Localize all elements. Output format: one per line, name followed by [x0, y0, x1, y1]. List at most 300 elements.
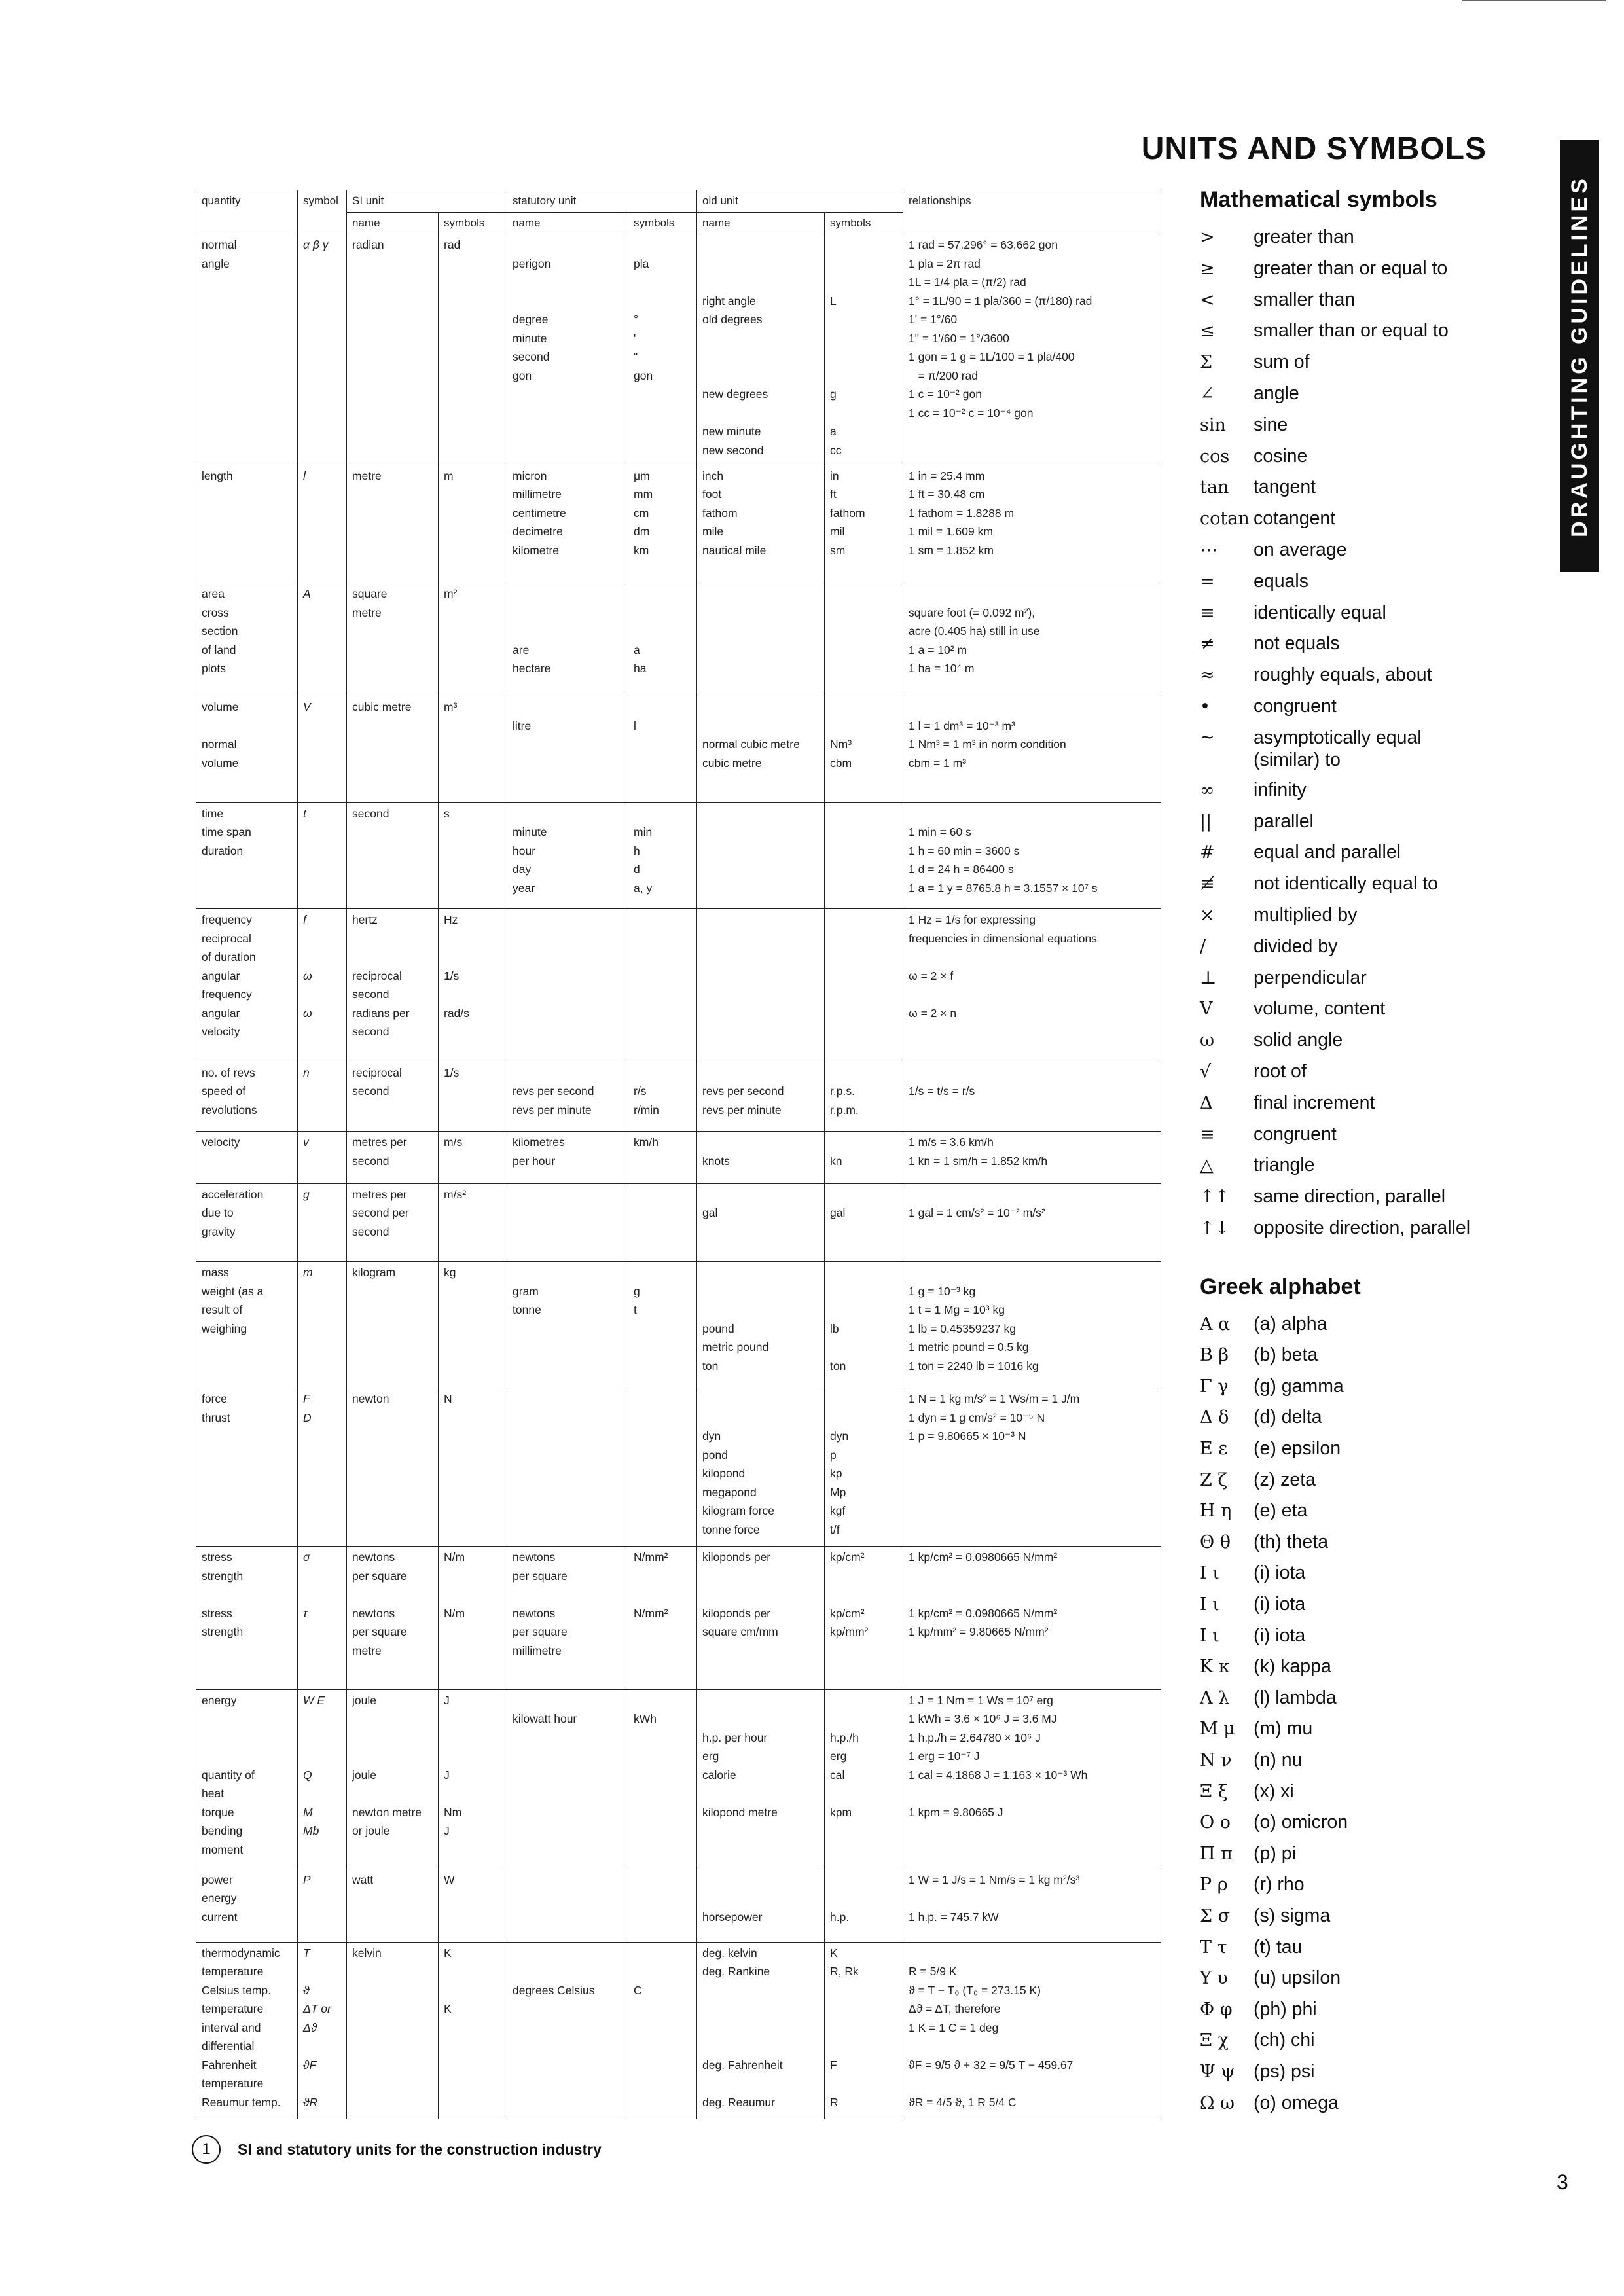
cell-si-unit-symbol: m³	[439, 696, 507, 803]
math-symbol-glyph: ≠	[1200, 634, 1215, 655]
cell-si-unit-symbol: s	[439, 802, 507, 909]
header-old-name: name	[697, 212, 825, 234]
table-body	[196, 234, 1161, 2119]
math-symbol-item	[1200, 378, 1494, 410]
cell-relationships: 1 m/s = 3.6 km/h 1 kn = 1 sm/h = 1.852 km/h	[903, 1132, 1161, 1183]
math-symbol-glyph: ≈	[1200, 665, 1215, 686]
cell-statutory-unit-symbol	[628, 1388, 697, 1547]
cell-quantity: power energy current	[196, 1869, 298, 1942]
greek-letter-item	[1200, 1558, 1494, 1589]
greek-letter-glyph: Τ τ	[1200, 1937, 1227, 1958]
greek-letter-name: (ps) psi	[1254, 2060, 1315, 2082]
greek-letter-name: (i) iota	[1254, 1594, 1306, 1615]
math-symbol-description: solid angle	[1254, 1030, 1343, 1051]
math-symbol-glyph: ⋯	[1200, 539, 1218, 560]
greek-letter-glyph: Ρ ρ	[1200, 1874, 1228, 1895]
cell-si-unit-symbol: J J Nm J	[439, 1689, 507, 1869]
math-symbol-description: equals	[1254, 570, 1308, 592]
cell-statutory-unit-name	[507, 1388, 628, 1547]
math-symbol-item	[1200, 1119, 1494, 1151]
math-symbol-glyph: <	[1200, 289, 1215, 310]
header-si-unit: SI unit	[347, 190, 507, 213]
greek-letter-item	[1200, 1371, 1494, 1403]
cell-old-unit-symbol: in ft fathom mil sm	[825, 465, 903, 583]
cell-si-unit-symbol: m²	[439, 583, 507, 696]
cell-symbol: F D	[298, 1388, 347, 1547]
math-symbol-glyph: V	[1200, 999, 1213, 1020]
greek-letter-item	[1200, 1932, 1494, 1964]
table-row	[196, 909, 1161, 1062]
greek-letter-glyph: Ο ο	[1200, 1812, 1231, 1833]
greek-letter-item	[1200, 1340, 1494, 1371]
greek-letter-glyph: Ι ι	[1200, 1594, 1219, 1615]
header-symbol: symbol	[298, 190, 347, 234]
table-row	[196, 696, 1161, 803]
math-symbol-description: volume, content	[1254, 998, 1386, 1020]
table-row	[196, 1132, 1161, 1183]
cell-old-unit-symbol	[825, 583, 903, 696]
math-symbol-glyph: ||	[1200, 811, 1212, 832]
math-symbol-description: opposite direction, parallel	[1254, 1217, 1471, 1238]
units-table	[196, 190, 1161, 2119]
greek-letter-item	[1200, 1683, 1494, 1714]
cell-statutory-unit-symbol	[628, 1869, 697, 1942]
cell-si-unit-name: metre	[347, 465, 439, 583]
cell-old-unit-name: pound metric pound ton	[697, 1262, 825, 1388]
cell-si-unit-name: reciprocal second	[347, 1062, 439, 1132]
math-symbol-description: on average	[1254, 539, 1347, 560]
greek-letter-name: (th) theta	[1254, 1531, 1329, 1552]
math-symbol-description: greater than	[1254, 226, 1354, 247]
caption-text: SI and statutory units for the construction industry	[238, 2140, 602, 2158]
math-symbol-item	[1200, 775, 1494, 806]
math-symbol-item	[1200, 806, 1494, 838]
math-symbol-glyph: ≥	[1200, 258, 1215, 279]
cell-statutory-unit-name: newtons per square newtons per square millimetre	[507, 1547, 628, 1689]
cell-symbol: A	[298, 583, 347, 696]
page-title: UNITS AND SYMBOLS	[1141, 132, 1487, 166]
table-row	[196, 1262, 1161, 1388]
cell-statutory-unit-name	[507, 909, 628, 1062]
math-symbol-glyph: cos	[1200, 446, 1230, 467]
math-symbol-glyph: =	[1200, 571, 1215, 592]
greek-letter-glyph: Π π	[1200, 1843, 1233, 1864]
math-symbol-description: final increment	[1254, 1092, 1375, 1113]
cell-si-unit-name: radian	[347, 234, 439, 465]
table-row	[196, 1062, 1161, 1132]
cell-si-unit-name: metres per second per second	[347, 1183, 439, 1262]
greek-letter-item	[1200, 1527, 1494, 1558]
greek-letter-glyph: Δ δ	[1200, 1407, 1229, 1428]
top-rule	[1462, 0, 1606, 1]
greek-letter-glyph: Η η	[1200, 1501, 1232, 1522]
cell-old-unit-name: gal	[697, 1183, 825, 1262]
greek-letter-glyph: Θ θ	[1200, 1532, 1231, 1552]
math-symbol-glyph: ∠	[1200, 383, 1215, 404]
cell-si-unit-symbol: m	[439, 465, 507, 583]
cell-statutory-unit-symbol: kWh	[628, 1689, 697, 1869]
cell-old-unit-name: horsepower	[697, 1869, 825, 1942]
table-row	[196, 234, 1161, 465]
cell-relationships: 1 W = 1 J/s = 1 Nm/s = 1 kg m²/s³ 1 h.p. = 745.7 kW	[903, 1869, 1161, 1942]
cell-statutory-unit-name: kilometres per hour	[507, 1132, 628, 1183]
greek-letter-item	[1200, 1839, 1494, 1870]
cell-old-unit-symbol: kn	[825, 1132, 903, 1183]
math-symbol-glyph: tan	[1200, 477, 1229, 498]
cell-quantity: time time span duration	[196, 802, 298, 909]
greek-letter-name: (i) iota	[1254, 1562, 1306, 1584]
math-symbol-description: triangle	[1254, 1155, 1315, 1176]
cell-symbol: α β γ	[298, 234, 347, 465]
cell-old-unit-name: kiloponds per kiloponds per square cm/mm	[697, 1547, 825, 1689]
cell-symbol: m	[298, 1262, 347, 1388]
cell-symbol: l	[298, 465, 347, 583]
math-symbol-item	[1200, 723, 1494, 775]
greek-letter-name: (o) omicron	[1254, 1812, 1348, 1833]
cell-relationships: square foot (= 0.092 m²), acre (0.405 ha) still in use 1 a = 10² m 1 ha = 10⁴ m	[903, 583, 1161, 696]
math-symbol-item	[1200, 472, 1494, 503]
greek-letter-name: (n) nu	[1254, 1749, 1303, 1771]
math-symbol-description: tangent	[1254, 476, 1316, 498]
cell-old-unit-symbol: Nm³ cbm	[825, 696, 903, 803]
cell-old-unit-symbol: dyn p kp Mp kgf t/f	[825, 1388, 903, 1547]
cell-old-unit-symbol: h.p./h erg cal kpm	[825, 1689, 903, 1869]
math-symbols-list	[1200, 222, 1494, 1244]
math-symbol-item	[1200, 285, 1494, 316]
greek-letter-name: (b) beta	[1254, 1344, 1318, 1366]
cell-si-unit-symbol: Hz 1/s rad/s	[439, 909, 507, 1062]
figure-caption	[192, 2135, 602, 2164]
cell-statutory-unit-name: kilowatt hour	[507, 1689, 628, 1869]
cell-old-unit-symbol: r.p.s. r.p.m.	[825, 1062, 903, 1132]
greek-letter-name: (x) xi	[1254, 1780, 1294, 1802]
math-symbol-item	[1200, 1150, 1494, 1181]
math-symbol-item	[1200, 598, 1494, 629]
math-symbol-glyph: cotan	[1200, 509, 1250, 529]
cell-relationships: 1 Hz = 1/s for expressing frequencies in dimensional equations ω = 2 × f ω = 2 × n	[903, 909, 1161, 1062]
cell-old-unit-name: knots	[697, 1132, 825, 1183]
math-symbol-glyph: ~	[1200, 726, 1215, 747]
math-symbol-item	[1200, 869, 1494, 900]
cell-quantity: force thrust	[196, 1388, 298, 1547]
greek-letter-name: (a) alpha	[1254, 1313, 1327, 1335]
math-symbol-description: same direction, parallel	[1254, 1186, 1446, 1208]
table-row	[196, 1689, 1161, 1869]
cell-si-unit-symbol: m/s	[439, 1132, 507, 1183]
greek-letter-item	[1200, 1807, 1494, 1839]
math-symbol-item	[1200, 222, 1494, 253]
math-symbol-description: equal and parallel	[1254, 842, 1401, 863]
math-symbol-description: not equals	[1254, 633, 1340, 655]
cell-symbol: g	[298, 1183, 347, 1262]
math-symbol-glyph: >	[1200, 227, 1215, 247]
greek-letter-name: (r) rho	[1254, 1874, 1305, 1895]
greek-letter-name: (m) mu	[1254, 1718, 1313, 1740]
greek-letter-glyph: Υ υ	[1200, 1968, 1228, 1989]
greek-letter-glyph: Ζ ζ	[1200, 1469, 1227, 1490]
cell-quantity: no. of revs speed of revolutions	[196, 1062, 298, 1132]
math-symbol-glyph: √	[1200, 1061, 1212, 1082]
math-symbol-item	[1200, 566, 1494, 598]
math-symbol-glyph: Σ	[1200, 352, 1213, 373]
cell-si-unit-symbol: N	[439, 1388, 507, 1547]
greek-letter-item	[1200, 1713, 1494, 1745]
greek-letter-name: (g) gamma	[1254, 1375, 1344, 1397]
math-symbol-glyph: Δ	[1200, 1092, 1213, 1113]
math-symbol-glyph: /	[1200, 936, 1206, 957]
cell-si-unit-name: newtons per square newtons per square metre	[347, 1547, 439, 1689]
cell-old-unit-symbol	[825, 909, 903, 1062]
greek-letter-name: (ch) chi	[1254, 2030, 1315, 2051]
cell-symbol: V	[298, 696, 347, 803]
cell-old-unit-name: normal cubic metre cubic metre	[697, 696, 825, 803]
greek-letter-name: (i) iota	[1254, 1624, 1306, 1646]
math-symbol-description: angle	[1254, 382, 1299, 404]
cell-statutory-unit-name: revs per second revs per minute	[507, 1062, 628, 1132]
math-symbol-item	[1200, 503, 1494, 535]
greek-letter-name: (e) epsilon	[1254, 1438, 1341, 1460]
cell-relationships: 1 in = 25.4 mm 1 ft = 30.48 cm 1 fathom = 1.8288 m 1 mil = 1.609 km 1 sm = 1.852 km	[903, 465, 1161, 583]
caption-number: 1	[192, 2135, 221, 2164]
cell-quantity: volume normal volume	[196, 696, 298, 803]
math-symbol-description: greater than or equal to	[1254, 257, 1448, 279]
cell-old-unit-name	[697, 909, 825, 1062]
cell-old-unit-name: deg. kelvin deg. Rankine deg. Fahrenheit deg. Reaumur	[697, 1942, 825, 2119]
math-symbol-description: roughly equals, about	[1254, 664, 1432, 686]
header-statutory-unit: statutory unit	[507, 190, 697, 213]
cell-statutory-unit-symbol: μm mm cm dm km	[628, 465, 697, 583]
math-symbol-item	[1200, 837, 1494, 869]
cell-symbol: W E Q M Mb	[298, 1689, 347, 1869]
math-symbol-item	[1200, 1056, 1494, 1088]
cell-symbol: n	[298, 1062, 347, 1132]
cell-quantity: area cross section of land plots	[196, 583, 298, 696]
cell-old-unit-name	[697, 583, 825, 696]
math-symbol-glyph: ↑↓	[1200, 1217, 1230, 1238]
math-symbol-glyph: ≢	[1200, 874, 1215, 895]
math-symbol-item	[1200, 441, 1494, 473]
table-row	[196, 583, 1161, 696]
header-relationships: relationships	[903, 190, 1161, 234]
greek-letter-item	[1200, 1496, 1494, 1527]
greek-letter-name: (k) kappa	[1254, 1656, 1331, 1677]
cell-statutory-unit-name: are hectare	[507, 583, 628, 696]
math-symbol-description: asymptotically equal (similar) to	[1254, 726, 1422, 770]
math-symbol-description: infinity	[1254, 779, 1307, 800]
greek-letter-glyph: Ε ε	[1200, 1439, 1228, 1460]
greek-letter-glyph: Α α	[1200, 1314, 1231, 1335]
cell-old-unit-symbol: kp/cm² kp/cm² kp/mm²	[825, 1547, 903, 1689]
math-symbol-item	[1200, 660, 1494, 691]
math-symbol-item	[1200, 535, 1494, 566]
cell-quantity: energy quantity of heat torque bending moment	[196, 1689, 298, 1869]
greek-letter-item	[1200, 1621, 1494, 1652]
cell-si-unit-symbol: K K	[439, 1942, 507, 2119]
math-symbol-description: multiplied by	[1254, 904, 1358, 925]
greek-letter-glyph: Ω ω	[1200, 2092, 1235, 2113]
greek-letter-item	[1200, 1776, 1494, 1808]
math-symbol-description: smaller than	[1254, 289, 1356, 310]
table-row	[196, 802, 1161, 909]
cell-old-unit-symbol: K R, Rk F R	[825, 1942, 903, 2119]
math-symbol-description: parallel	[1254, 810, 1314, 832]
greek-letter-glyph: Β β	[1200, 1345, 1229, 1366]
header-quantity: quantity	[196, 190, 298, 234]
cell-statutory-unit-name: degrees Celsius	[507, 1942, 628, 2119]
cell-si-unit-symbol: rad	[439, 234, 507, 465]
math-symbol-item	[1200, 691, 1494, 723]
cell-si-unit-name: cubic metre	[347, 696, 439, 803]
math-symbol-description: sine	[1254, 414, 1288, 435]
header-si-name: name	[347, 212, 439, 234]
cell-symbol: t	[298, 802, 347, 909]
cell-old-unit-name: revs per second revs per minute	[697, 1062, 825, 1132]
cell-quantity: acceleration due to gravity	[196, 1183, 298, 1262]
math-symbol-description: congruent	[1254, 1123, 1337, 1145]
cell-quantity: mass weight (as a result of weighing	[196, 1262, 298, 1388]
math-symbol-item	[1200, 994, 1494, 1025]
greek-alphabet-title: Greek alphabet	[1200, 1274, 1361, 1299]
math-symbol-description: congruent	[1254, 695, 1337, 717]
math-symbol-description: smaller than or equal to	[1254, 320, 1449, 342]
page-number: 3	[1557, 2170, 1568, 2194]
cell-relationships: 1 min = 60 s 1 h = 60 min = 3600 s 1 d = 24 h = 86400 s 1 a = 1 y = 8765.8 h = 3.1557 × 10⁷ s	[903, 802, 1161, 909]
greek-letter-name: (o) omega	[1254, 2092, 1339, 2113]
greek-letter-item	[1200, 1963, 1494, 1994]
cell-old-unit-name: dyn pond kilopond megapond kilogram force tonne force	[697, 1388, 825, 1547]
math-symbol-description: root of	[1254, 1060, 1307, 1082]
greek-letter-item	[1200, 2056, 1494, 2088]
math-symbol-description: cotangent	[1254, 508, 1336, 529]
greek-letter-item	[1200, 2025, 1494, 2056]
cell-old-unit-symbol: L g a cc	[825, 234, 903, 465]
math-symbol-item	[1200, 1025, 1494, 1056]
cell-relationships: 1/s = t/s = r/s	[903, 1062, 1161, 1132]
greek-letter-item	[1200, 2088, 1494, 2119]
cell-statutory-unit-name: perigon degree minute second gon	[507, 234, 628, 465]
cell-symbol: T ϑ ΔT or Δϑ ϑF ϑR	[298, 1942, 347, 2119]
math-symbol-glyph: ∞	[1200, 780, 1215, 800]
math-symbol-description: identically equal	[1254, 601, 1386, 623]
cell-si-unit-name: hertz reciprocal second radians per second	[347, 909, 439, 1062]
symbols-column	[1200, 183, 1494, 2119]
cell-quantity: normal angle	[196, 234, 298, 465]
greek-letter-glyph: Ι ι	[1200, 1625, 1219, 1646]
greek-letter-item	[1200, 1869, 1494, 1901]
cell-quantity: frequency reciprocal of duration angular frequency angular velocity	[196, 909, 298, 1062]
header-row-1	[196, 190, 1161, 213]
greek-letter-item	[1200, 1465, 1494, 1496]
math-symbol-item	[1200, 931, 1494, 963]
greek-letter-glyph: Ψ ψ	[1200, 2061, 1235, 2082]
greek-letter-item	[1200, 1651, 1494, 1683]
math-symbol-glyph: ≡	[1200, 602, 1215, 623]
greek-letter-item	[1200, 1402, 1494, 1433]
cell-quantity: thermodynamic temperature Celsius temp. temperature interval and differential Fahrenheit temperature Reaumur temp.	[196, 1942, 298, 2119]
greek-letter-name: (s) sigma	[1254, 1905, 1331, 1926]
math-symbol-glyph: ω	[1200, 1030, 1215, 1051]
cell-relationships: 1 l = 1 dm³ = 10⁻³ m³ 1 Nm³ = 1 m³ in norm condition cbm = 1 m³	[903, 696, 1161, 803]
cell-si-unit-name: metres per second	[347, 1132, 439, 1183]
cell-statutory-unit-name: litre	[507, 696, 628, 803]
math-symbol-item	[1200, 963, 1494, 994]
cell-statutory-unit-symbol: km/h	[628, 1132, 697, 1183]
greek-letter-name: (l) lambda	[1254, 1687, 1337, 1708]
cell-relationships: 1 gal = 1 cm/s² = 10⁻² m/s²	[903, 1183, 1161, 1262]
greek-letter-name: (e) eta	[1254, 1500, 1308, 1522]
side-tab-label: DRAUGHTING GUIDELINES	[1566, 175, 1592, 537]
cell-relationships: 1 J = 1 Nm = 1 Ws = 10⁷ erg 1 kWh = 3.6 × 10⁶ J = 3.6 MJ 1 h.p./h = 2.64780 × 10⁶ J 1 erg = 10⁻⁷ J 1 cal = 4.1868 J = 1.163 × 10⁻³ Wh 1 kpm = 9.80665 J	[903, 1689, 1161, 1869]
cell-old-unit-name: right angle old degrees new degrees new minute new second	[697, 234, 825, 465]
greek-letter-item	[1200, 1433, 1494, 1465]
cell-old-unit-symbol: h.p.	[825, 1869, 903, 1942]
greek-letter-glyph: Ν ν	[1200, 1750, 1232, 1771]
cell-relationships: 1 rad = 57.296° = 63.662 gon 1 pla = 2π rad 1L = 1/4 pla = (π/2) rad 1° = 1L/90 = 1 pla/360 = (π/180) rad 1' = 1°/60 1" = 1'/60 = 1°/3600 1 gon = 1 g = 1L/100 = 1 pla/400 = π/200 rad 1 c = 10⁻² gon 1 cc = 10⁻² c = 10⁻⁴ gon	[903, 234, 1161, 465]
header-old-symbols: symbols	[825, 212, 903, 234]
math-symbol-glyph: sin	[1200, 414, 1226, 435]
greek-letter-glyph: Ξ ξ	[1200, 1781, 1228, 1802]
cell-statutory-unit-name: micron millimetre centimetre decimetre kilometre	[507, 465, 628, 583]
greek-letter-glyph: Λ λ	[1200, 1687, 1230, 1708]
math-symbol-item	[1200, 410, 1494, 441]
cell-relationships: 1 g = 10⁻³ kg 1 t = 1 Mg = 10³ kg 1 lb = 0.45359237 kg 1 metric pound = 0.5 kg 1 ton = 2240 lb = 1016 kg	[903, 1262, 1161, 1388]
cell-old-unit-name: h.p. per hour erg calorie kilopond metre	[697, 1689, 825, 1869]
greek-letter-glyph: Ι ι	[1200, 1563, 1219, 1584]
math-symbol-glyph: ×	[1200, 905, 1215, 925]
cell-si-unit-symbol: kg	[439, 1262, 507, 1388]
cell-si-unit-symbol: W	[439, 1869, 507, 1942]
math-symbol-glyph: △	[1200, 1155, 1214, 1176]
greek-letter-name: (t) tau	[1254, 1936, 1303, 1958]
cell-si-unit-name: second	[347, 802, 439, 909]
greek-letter-glyph: Μ μ	[1200, 1719, 1235, 1740]
cell-statutory-unit-name	[507, 1183, 628, 1262]
table-row	[196, 1942, 1161, 2119]
cell-statutory-unit-symbol	[628, 909, 697, 1062]
math-symbol-item	[1200, 628, 1494, 660]
math-symbol-item	[1200, 347, 1494, 378]
math-symbol-description: sum of	[1254, 351, 1310, 373]
math-symbol-item	[1200, 253, 1494, 285]
table-row	[196, 1388, 1161, 1547]
cell-statutory-unit-name: minute hour day year	[507, 802, 628, 909]
math-symbol-glyph: ≡	[1200, 1124, 1215, 1145]
side-tab	[1560, 140, 1599, 572]
greek-letter-item	[1200, 1901, 1494, 1932]
cell-statutory-unit-symbol: l	[628, 696, 697, 803]
greek-letter-name: (u) upsilon	[1254, 1967, 1341, 1989]
greek-letter-name: (z) zeta	[1254, 1469, 1316, 1490]
cell-si-unit-name: kelvin	[347, 1942, 439, 2119]
cell-old-unit-symbol	[825, 802, 903, 909]
greek-letter-name: (p) pi	[1254, 1842, 1296, 1864]
cell-statutory-unit-symbol: min h d a, y	[628, 802, 697, 909]
table-row	[196, 1869, 1161, 1942]
cell-si-unit-symbol: N/m N/m	[439, 1547, 507, 1689]
cell-old-unit-symbol: gal	[825, 1183, 903, 1262]
math-symbol-description: cosine	[1254, 445, 1308, 467]
cell-symbol: v	[298, 1132, 347, 1183]
cell-statutory-unit-symbol: r/s r/min	[628, 1062, 697, 1132]
math-symbol-item	[1200, 315, 1494, 347]
greek-letter-glyph: Γ γ	[1200, 1376, 1229, 1397]
cell-statutory-unit-symbol: N/mm² N/mm²	[628, 1547, 697, 1689]
cell-quantity: velocity	[196, 1132, 298, 1183]
cell-quantity: length	[196, 465, 298, 583]
cell-si-unit-name: newton	[347, 1388, 439, 1547]
math-symbol-item	[1200, 1088, 1494, 1119]
cell-quantity: stress strength stress strength	[196, 1547, 298, 1689]
